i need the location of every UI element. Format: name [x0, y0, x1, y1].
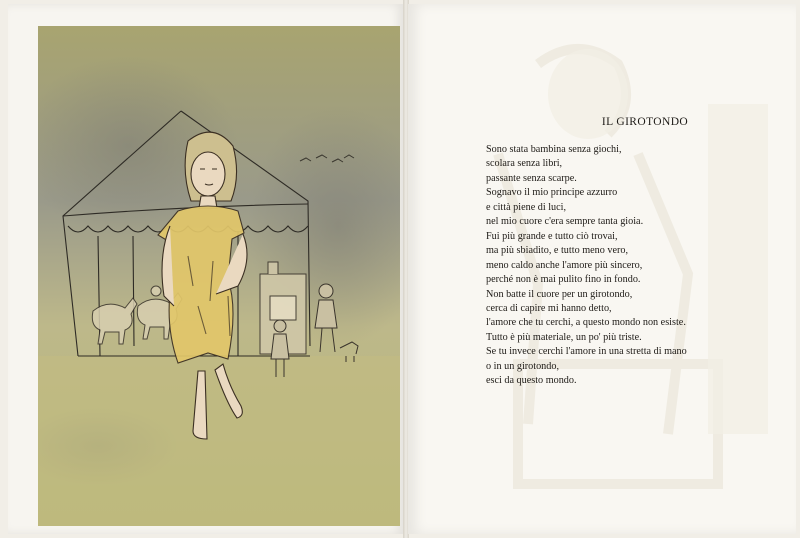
poem-line: perché non è mai pulito fino in fondo.	[486, 274, 641, 286]
carousel-girl-illustration	[38, 26, 400, 526]
poem-line: meno caldo anche l'amore più sincero,	[486, 259, 643, 271]
poem-line: nel mio cuore c'era sempre tanta gioia.	[486, 216, 644, 228]
left-page	[8, 4, 404, 534]
poem-line: esci da questo mondo.	[486, 375, 577, 387]
poem-line: o in un girotondo,	[486, 360, 560, 372]
poem-line: Fui più grande e tutto ciò trovai,	[486, 230, 618, 242]
poem-line: scolara senza libri,	[486, 158, 563, 170]
poem-line: Sognavo il mio principe azzurro	[486, 187, 618, 199]
poem	[486, 116, 786, 389]
poem-lines	[486, 143, 786, 389]
poem-line: Sono stata bambina senza giochi,	[486, 144, 622, 155]
poem-line: ma più sbiadito, e tutto meno vero,	[486, 245, 629, 257]
poem-line: Se tu invece cerchi l'amore in una stretta di mano	[486, 346, 687, 358]
poem-line: e città piene di luci,	[486, 201, 567, 213]
poem-line: passante senza scarpe.	[486, 172, 577, 184]
right-page	[408, 4, 796, 534]
poem-line: l'amore che tu cerchi, a questo mondo non esiste.	[486, 317, 686, 329]
poem-line: Tutto è più materiale, un po' più triste.	[486, 331, 642, 343]
poem-title: IL GIROTONDO	[601, 116, 689, 128]
poem-line: cerca di capire mi hanno detto,	[486, 302, 612, 314]
poem-line: Non batte il cuore per un girotondo,	[486, 288, 633, 300]
